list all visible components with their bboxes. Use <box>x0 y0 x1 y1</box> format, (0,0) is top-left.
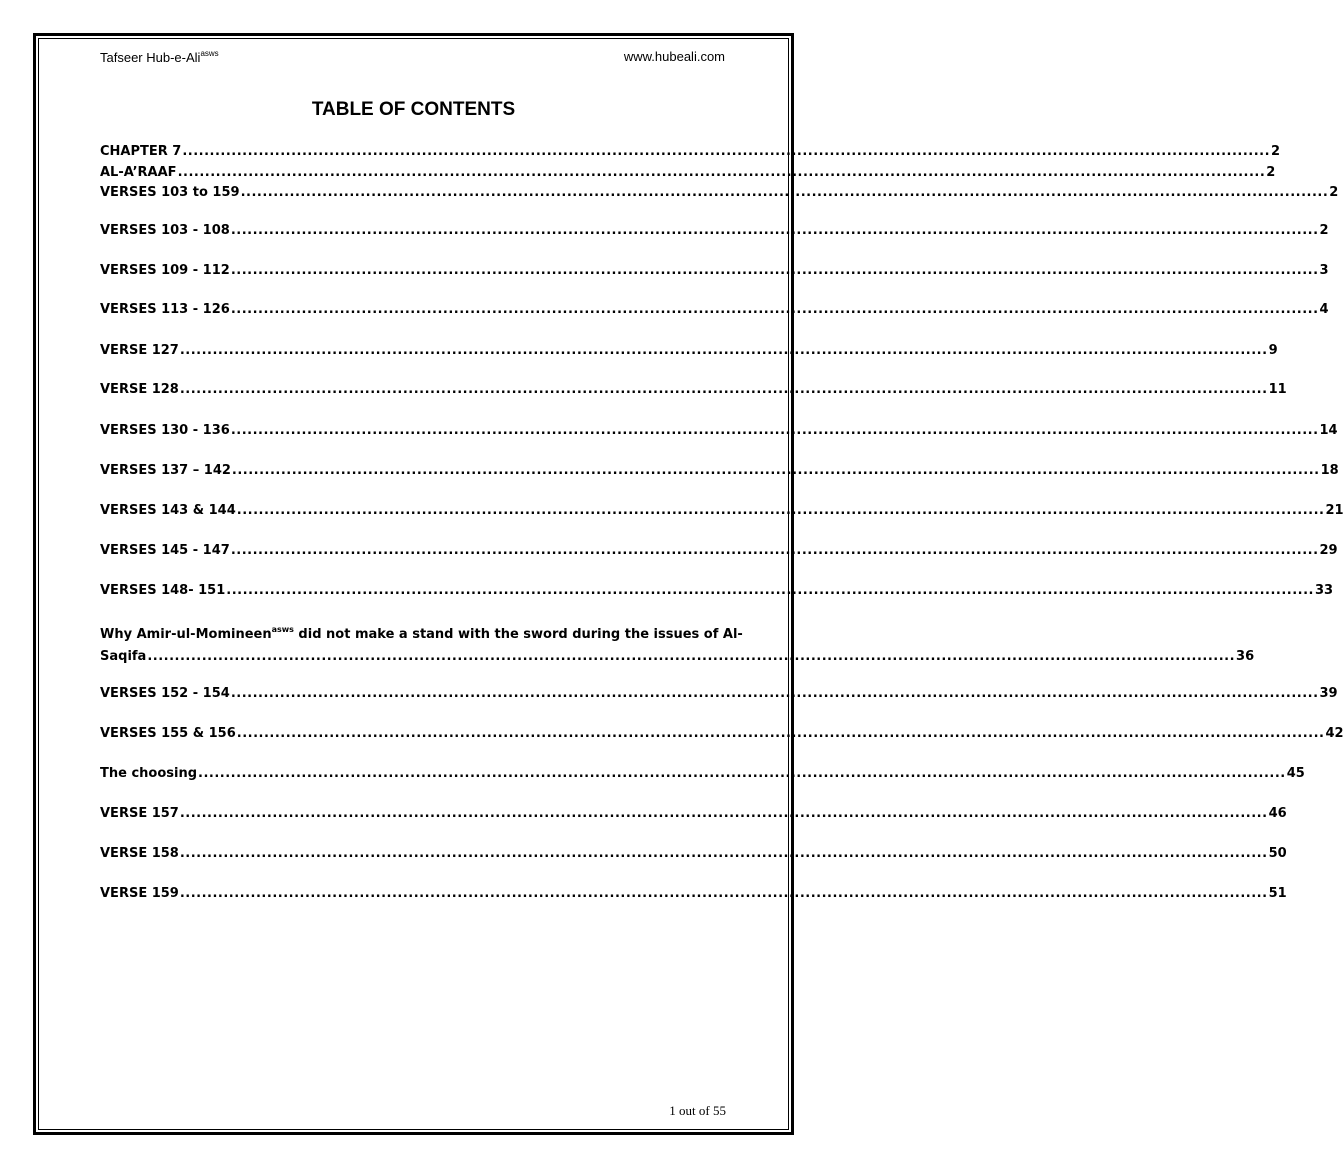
toc-entry[interactable] <box>100 164 1276 182</box>
toc-leader-dots: ........................................................................................................................................................................................................ <box>230 263 1319 278</box>
toc-leader-dots: ........................................................................................................................................................................................................ <box>179 806 1268 821</box>
toc-leader-dots: ........................................................................................................................................................................................................ <box>236 726 1325 741</box>
toc-entry-page: 9 <box>1268 343 1278 358</box>
toc-entry[interactable] <box>100 262 1329 280</box>
toc-entry-label: VERSES 143 & 144 <box>100 503 236 518</box>
toc-entry[interactable] <box>100 765 1305 783</box>
toc-entry-page: 33 <box>1314 583 1334 598</box>
toc-entry-label: VERSES 145 - 147 <box>100 543 230 558</box>
toc-entry-page: 51 <box>1268 886 1287 901</box>
toc-entry-page: 36 <box>1236 649 1255 664</box>
toc-leader-dots: ........................................................................................................................................................................................................ <box>147 649 1236 664</box>
toc-entry-page: 21 <box>1325 503 1344 518</box>
toc-entry-page: 2 <box>1266 165 1276 180</box>
toc-leader-dots: ........................................................................................................................................................................................................ <box>198 766 1286 781</box>
toc-entry-page: 39 <box>1319 686 1338 701</box>
toc-entry-label: VERSE 127 <box>100 343 179 358</box>
toc-leader-dots: ........................................................................................................................................................................................................ <box>179 886 1268 901</box>
toc-entry[interactable] <box>100 422 1338 440</box>
toc-entry-label: VERSES 152 - 154 <box>100 686 230 701</box>
toc-entry-label: VERSES 103 - 108 <box>100 223 230 238</box>
toc-leader-dots: ........................................................................................................................................................................................................ <box>230 543 1319 558</box>
toc-entry-label: VERSES 130 - 136 <box>100 423 230 438</box>
toc-leader-dots: ........................................................................................................................................................................................................ <box>179 846 1268 861</box>
toc-entry[interactable] <box>100 184 1339 202</box>
toc-entry[interactable] <box>100 301 1329 319</box>
toc-entry-label-line2: Saqifa ........................................................................................................................................................................................................ 36 <box>100 646 726 668</box>
toc-leader-dots: ........................................................................................................................................................................................................ <box>226 583 1314 598</box>
toc-entry[interactable] <box>100 582 1334 600</box>
toc-entry[interactable] <box>100 222 1329 240</box>
header-title: Tafseer Hub-e-Ali$^{asws}$ <box>100 49 219 65</box>
page-number: 1 out of 55 <box>669 1103 726 1118</box>
toc-leader-dots: ........................................................................................................................................................................................................ <box>230 423 1319 438</box>
toc-entry[interactable] <box>100 502 1344 520</box>
toc-entry-label: VERSE 157 <box>100 806 179 821</box>
toc-leader-dots: ........................................................................................................................................................................................................ <box>236 503 1325 518</box>
toc-title: TABLE OF CONTENTS <box>311 99 516 120</box>
toc-entry-page: 29 <box>1319 543 1338 558</box>
toc-entry-label-line1: Why Amir-ul-Momineen$^{asws}$ did not make a stand with the sword during the issues of Al- <box>100 625 743 642</box>
toc-entry[interactable] <box>100 845 1287 863</box>
toc-entry-page: 18 <box>1320 463 1339 478</box>
toc-entry[interactable] <box>100 143 1281 161</box>
toc-leader-dots: ........................................................................................................................................................................................................ <box>179 382 1268 397</box>
toc-leader-dots: ........................................................................................................................................................................................................ <box>230 686 1319 701</box>
toc-entry-label: VERSES 155 & 156 <box>100 726 236 741</box>
toc-entry[interactable] <box>100 685 1338 703</box>
toc-entry[interactable] <box>100 885 1287 903</box>
toc-leader-dots: ........................................................................................................................................................................................................ <box>177 165 1266 180</box>
toc-leader-dots: ........................................................................................................................................................................................................ <box>240 185 1329 200</box>
toc-entry[interactable] <box>100 725 1344 743</box>
toc-entry-label: VERSES 109 - 112 <box>100 263 230 278</box>
toc-entry-label: VERSE 158 <box>100 846 179 861</box>
toc-leader-dots: ........................................................................................................................................................................................................ <box>230 302 1319 317</box>
toc-entry-page: 46 <box>1268 806 1287 821</box>
toc-entry-page: 2 <box>1329 185 1339 200</box>
toc-entry-label: VERSES 148- 151 <box>100 583 226 598</box>
toc-entry-label: VERSES 103 to 159 <box>100 185 240 200</box>
toc-entry[interactable] <box>100 342 1278 360</box>
toc-entry[interactable] <box>100 381 1287 399</box>
toc-leader-dots: ........................................................................................................................................................................................................ <box>230 223 1319 238</box>
toc-entry-page: 42 <box>1325 726 1344 741</box>
toc-leader-dots: ........................................................................................................................................................................................................ <box>182 144 1271 159</box>
toc-entry-page: 45 <box>1286 766 1305 781</box>
header-url: www.hubeali.com <box>623 49 725 64</box>
toc-entry-label: VERSE 128 <box>100 382 179 397</box>
toc-entry-label: AL-A’RAAF <box>100 165 177 180</box>
toc-entry-page: 2 <box>1319 223 1329 238</box>
toc-entry-label: The choosing <box>100 766 198 781</box>
toc-leader-dots: ........................................................................................................................................................................................................ <box>179 343 1268 358</box>
toc-entry-page: 2 <box>1271 144 1281 159</box>
toc-entry-multiline[interactable] <box>100 619 1255 668</box>
toc-entry-label: VERSE 159 <box>100 886 179 901</box>
toc-entry[interactable] <box>100 542 1338 560</box>
toc-entry[interactable] <box>100 805 1287 823</box>
toc-entry-label: VERSES 137 – 142 <box>100 463 231 478</box>
toc-entry[interactable] <box>100 462 1339 480</box>
toc-entry-page: 50 <box>1268 846 1287 861</box>
header-superscript: asws <box>200 49 219 58</box>
toc-entry-page: 11 <box>1268 382 1287 397</box>
toc-leader-dots: ........................................................................................................................................................................................................ <box>231 463 1320 478</box>
toc-entry-label: CHAPTER 7 <box>100 144 182 159</box>
toc-entry-page: 4 <box>1319 302 1329 317</box>
toc-entry-page: 3 <box>1319 263 1329 278</box>
toc-entry-page: 14 <box>1319 423 1338 438</box>
toc-entry-label: VERSES 113 - 126 <box>100 302 230 317</box>
